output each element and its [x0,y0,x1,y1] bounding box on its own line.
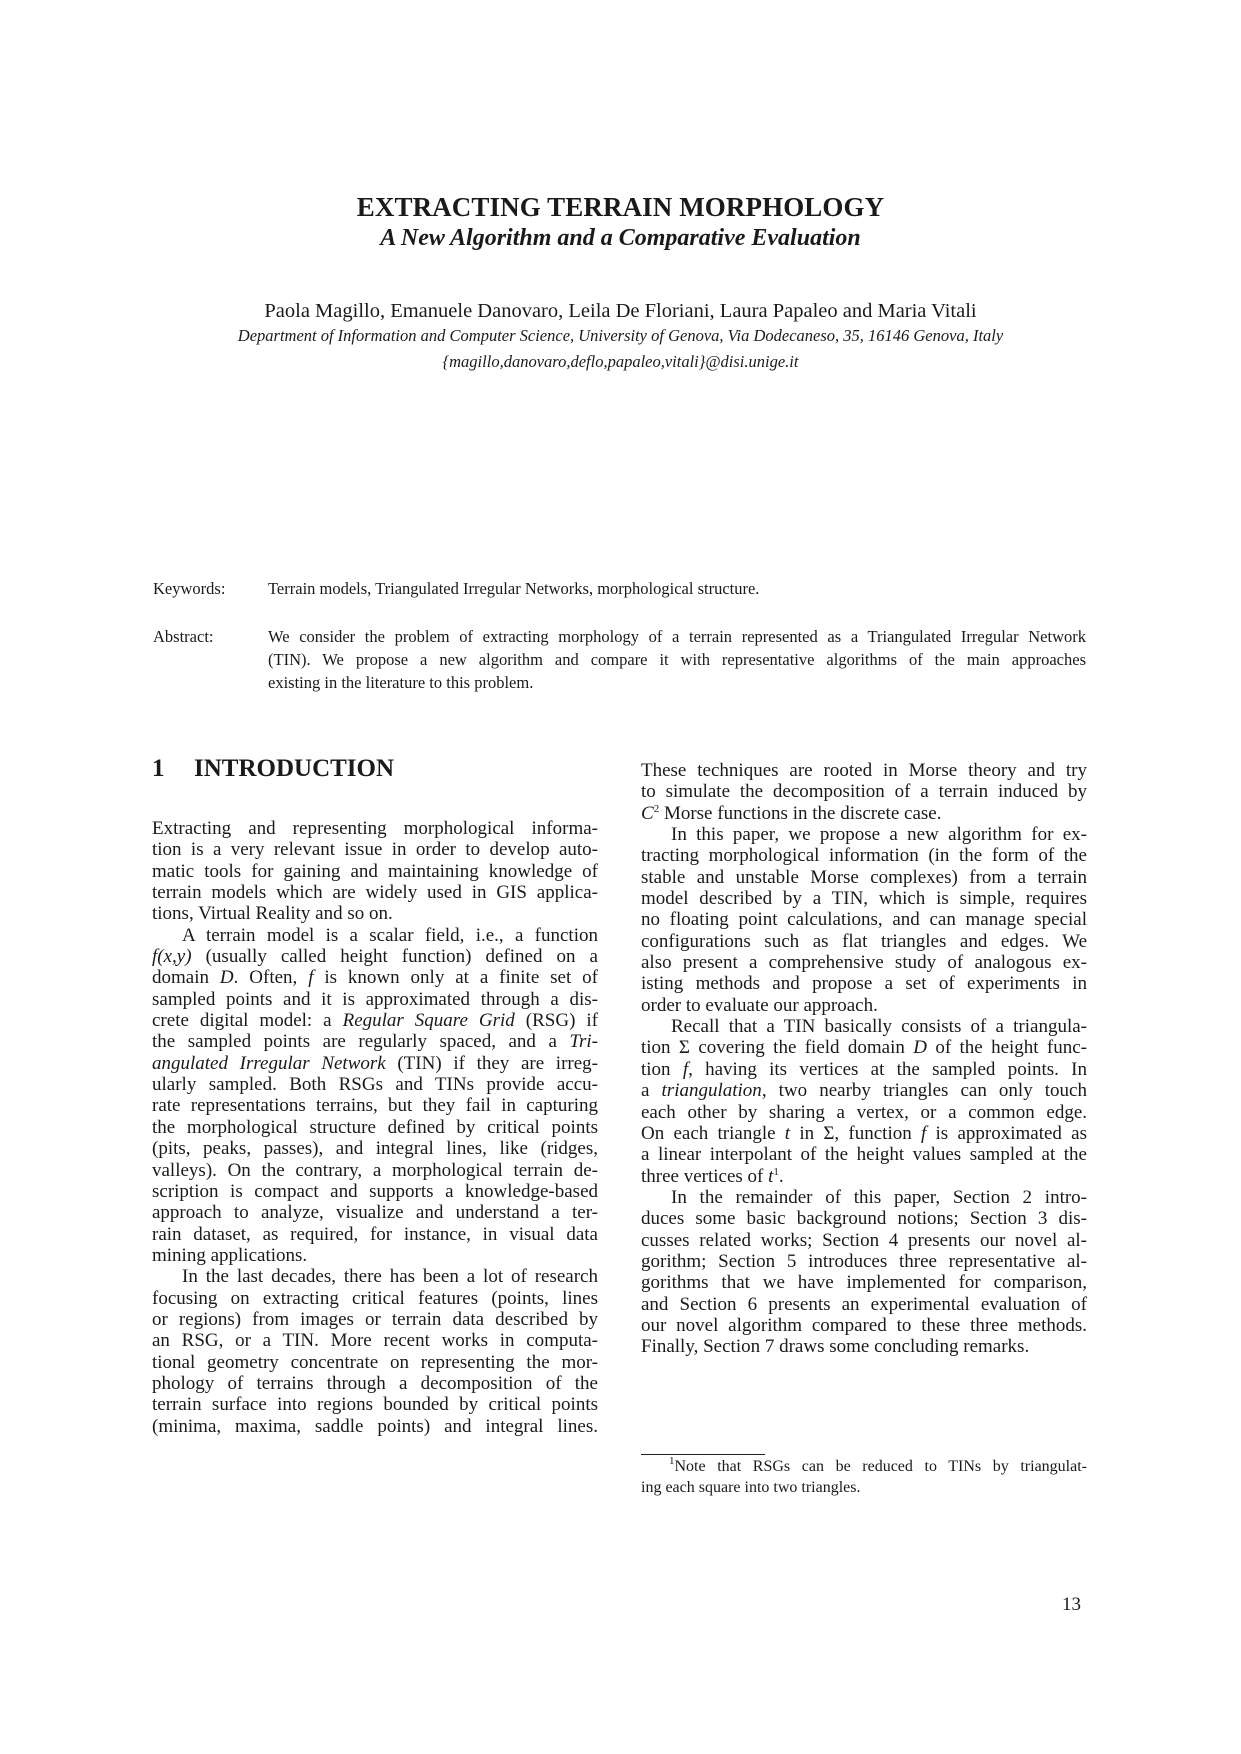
body-line: In this paper, we propose a new algorithm for ex- [671,824,1087,846]
math-Sigma: Σ [678,1037,690,1059]
body-line: phology of terrains through a decomposition of the [152,1372,598,1394]
left-column [152,818,598,1437]
body-line-italic: crete digital model: a Regular Square Grid (RSG) if [152,1010,598,1032]
body-line: no floating point calculations, and can manage special [641,909,1087,931]
paper-emails: {magillo,danovaro,deflo,papaleo,vitali}@disi.unige.it [442,352,799,371]
body-line: (minima, maxima, saddle points) and integral lines. [152,1415,598,1437]
body-line: gorithms that we have implemented for comparison, [641,1272,1087,1294]
math-t: t [784,1122,791,1144]
footnote-ref[interactable]: 1 [773,1165,779,1178]
body-line-italic: a triangulation, two nearby triangles can only touch [641,1080,1087,1102]
body-line: duces some basic background notions; Section 3 dis- [641,1208,1087,1230]
paper-subtitle: A New Algorithm and a Comparative Evaluation [380,225,861,251]
body-line: our novel algorithm compared to these three methods. [641,1314,1087,1336]
body-line: approach to analyze, visualize and understand a ter- [152,1202,598,1224]
body-line-math: $C^2$ Morse functions in the discrete case. [641,802,942,824]
paper-affiliation: Department of Information and Computer Science, University of Genova, Via Dodecaneso, 35, 16146 Genova, Italy [237,326,1004,345]
body-line: Recall that a TIN basically consists of a triangula- [671,1016,1087,1038]
body-line: scription is compact and supports a knowledge-based [152,1180,598,1202]
body-line: tions, Virtual Reality and so on. [152,903,393,925]
body-line-italic: angulated Irregular Network (TIN) if they are irreg- [152,1052,598,1074]
body-line-math: tion Σ covering the field domain D of the height func- [641,1037,1087,1059]
body-line: a linear interpolant of the height values sampled at the [641,1144,1087,1166]
term-triangulation: triangulation [661,1080,762,1102]
abstract-line: existing in the literature to this problem. [268,672,534,692]
math-C-superscript: 2 [653,802,660,815]
math-t: t [768,1165,774,1187]
body-line: to simulate the decomposition of a terrain induced by [641,781,1087,803]
paper-authors: Paola Magillo, Emanuele Danovaro, Leila De Floriani, Laura Papaleo and Maria Vitali [264,300,977,322]
body-line: model described by a TIN, which is simple, requires [641,888,1087,910]
body-line: cusses related works; Section 4 presents our novel al- [641,1229,1087,1251]
body-line: matic tools for gaining and maintaining knowledge of [152,860,598,882]
body-line-math: f(x,y) (usually called height function) defined on a [152,946,598,968]
section-number: 1 [152,755,165,782]
term-tin: angulated Irregular Network [152,1052,386,1074]
body-line: rate representations terrains, but they fail in capturing [152,1095,598,1117]
body-line: sampled points and it is approximated through a dis- [152,988,598,1010]
body-line: each other by sharing a vertex, or a common edge. [641,1101,1087,1123]
body-line-italic: the sampled points are regularly spaced, and a Tri- [152,1031,598,1053]
right-column [641,760,1087,1358]
footnote-line [641,1456,1087,1477]
section-heading [152,754,394,784]
keywords-label: Keywords: [153,579,226,598]
body-line: In the last decades, there has been a lot of research [182,1266,598,1288]
footnote-rule [641,1454,765,1455]
page-number: 13 [1062,1594,1081,1615]
body-line: A terrain model is a scalar field, i.e., a function [182,924,598,946]
math-Sigma: Σ [823,1122,835,1144]
body-line: ularly sampled. Both RSGs and TINs provide accu- [152,1074,598,1096]
term-tri: Tri- [569,1031,598,1053]
abstract-text [268,626,1086,694]
footnote [641,1456,1087,1498]
math-f: f [308,967,314,989]
body-line: rain dataset, as required, for instance, in visual data [152,1223,598,1245]
abstract-label: Abstract: [153,627,214,646]
term-rsg: Regular Square Grid [342,1010,515,1032]
abstract-line: We consider the problem of extracting morphology of a terrain represented as a Triangulated Irregular Network [268,627,1086,646]
body-line: an RSG, or a TIN. More recent works in computa- [152,1330,598,1352]
footnote-text: Note that RSGs can be reduced to TINs by triangulat- [674,1458,1087,1475]
math-D: D [913,1037,927,1059]
math-C: C [641,802,654,824]
math-D: D [219,967,234,989]
body-line: also present a comprehensive study of analogous ex- [641,952,1087,974]
body-line: These techniques are rooted in Morse theory and try [641,760,1087,781]
footnote-marker: 1 [669,1455,675,1467]
body-line: stable and unstable Morse complexes) from a terrain [641,866,1087,888]
math-f: f [921,1122,927,1144]
body-line: Extracting and representing morphological informa- [152,818,598,839]
body-line: and Section 6 presents an experimental evaluation of [641,1293,1087,1315]
body-line-math: three vertices of $t^1$. [641,1165,784,1187]
body-line: the morphological structure defined by critical points [152,1116,598,1138]
body-line: valleys). On the contrary, a morphological terrain de- [152,1159,598,1181]
body-line-math: tion f, having its vertices at the sampled points. In [641,1058,1087,1080]
body-line-math: domain D. Often, f is known only at a finite set of [152,967,598,989]
body-line: tional geometry concentrate on representing the mor- [152,1351,598,1373]
body-line: gorithm; Section 5 introduces three representative al- [641,1250,1087,1272]
body-line: (pits, peaks, passes), and integral lines, like (ridges, [152,1138,598,1160]
body-line: Finally, Section 7 draws some concluding remarks. [641,1336,1030,1358]
paper-title: EXTRACTING TERRAIN MORPHOLOGY [356,192,885,222]
body-line: order to evaluate our approach. [641,994,878,1016]
abstract-line: (TIN). We propose a new algorithm and compare it with representative algorithms of the main approaches [268,649,1086,669]
footnote-line: ing each square into two triangles. [641,1479,861,1496]
body-line: tracting morphological information (in the form of the [641,845,1087,867]
math-fxy: f(x,y) [152,946,192,968]
math-f: f [682,1058,689,1080]
body-line: isting methods and propose a set of experiments in [641,973,1087,995]
body-line: configurations such as flat triangles and edges. We [641,930,1087,952]
body-line: terrain surface into regions bounded by critical points [152,1394,598,1416]
section-title: INTRODUCTION [194,755,395,782]
body-line: terrain models which are widely used in GIS applica- [152,882,598,904]
keywords-text: Terrain models, Triangulated Irregular Networks, morphological structure. [268,579,760,598]
body-line: tion is a very relevant issue in order to develop auto- [152,839,598,861]
body-line: focusing on extracting critical features (points, lines [152,1287,598,1309]
body-line: or regions) from images or terrain data described by [152,1308,598,1330]
body-line-math: On each triangle t in Σ, function f is approximated as [641,1122,1087,1144]
body-line: In the remainder of this paper, Section 2 intro- [671,1186,1087,1208]
body-line: mining applications. [152,1244,308,1266]
